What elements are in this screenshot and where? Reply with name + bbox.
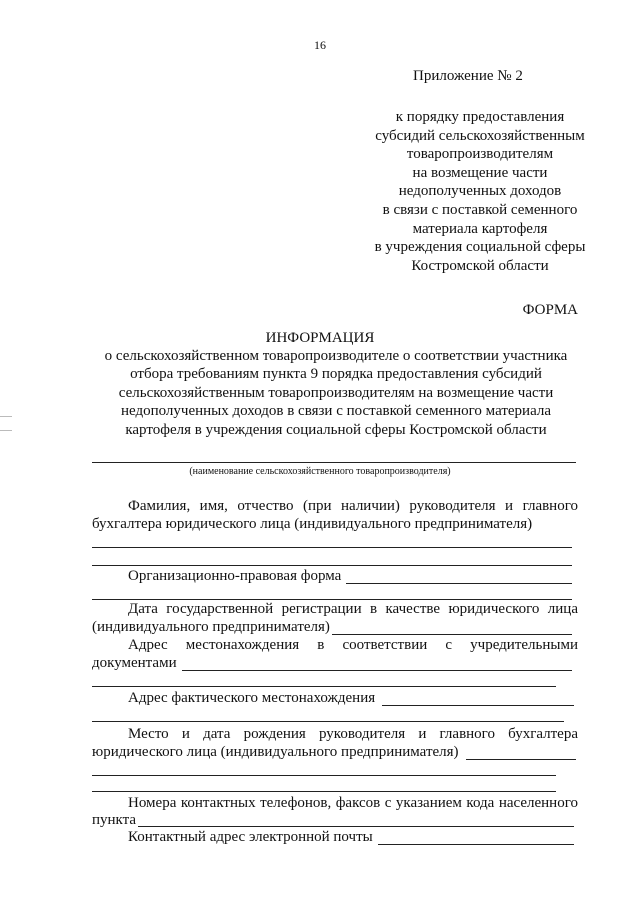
email-label: Контактный адрес электронной почты (128, 829, 373, 845)
actual-address-label: Адрес фактического местонахождения (128, 690, 376, 706)
phones-label: Номера контактных телефонов, факсов с указанием кода населенного (128, 795, 578, 811)
address-label-cont: документами (92, 655, 177, 671)
org-form-label: Организационно-правовая форма (128, 568, 342, 584)
header-line: товаропроизводителям (406, 146, 554, 163)
subtitle-line: отбора требованиям пункта 9 порядка предоставления субсидий (130, 366, 542, 383)
birth-place-date-label-cont: юридического лица (индивидуального предпринимателя) (92, 744, 459, 760)
subtitle-line: картофеля в учреждения социальной сферы Костромской области (125, 421, 547, 438)
document-title: ИНФОРМАЦИЯ (265, 330, 375, 346)
producer-name-caption: (наименование сельскохозяйственного товаропроизводителя) (189, 466, 451, 477)
address-input-line[interactable] (182, 670, 572, 671)
header-line: в учреждения социальной сферы (374, 239, 586, 256)
header-line: недополученных доходов (398, 183, 562, 200)
address-label: Адрес местонахождения в соответствии с учредительными (128, 637, 578, 653)
actual-address-input-line[interactable] (92, 721, 564, 722)
margin-mark (0, 430, 12, 431)
header-line: в связи с поставкой семенного (382, 201, 578, 218)
header-line: субсидий сельскохозяйственным (375, 127, 585, 144)
header-line: материала картофеля (412, 220, 548, 237)
actual-address-input-line[interactable] (382, 705, 574, 706)
registration-date-label-cont: (индивидуального предпринимателя) (92, 619, 330, 635)
phones-input-line[interactable] (138, 826, 574, 827)
fio-input-line[interactable] (92, 565, 572, 566)
header-line: Костромской области (411, 257, 549, 274)
subtitle-line: недополученных доходов в связи с поставкой семенного материала (120, 403, 552, 420)
birth-place-date-label: Место и дата рождения руководителя и главного бухгалтера (128, 726, 578, 742)
margin-mark (0, 416, 12, 417)
header-line: к порядку предоставления (395, 109, 565, 125)
org-form-input-line[interactable] (346, 583, 572, 584)
phones-label-cont: пункта (92, 812, 137, 828)
header-line: на возмещение части (412, 164, 548, 181)
fio-label: Фамилия, имя, отчество (при наличии) руководителя и главного (128, 498, 578, 514)
appendix-title: Приложение № 2 (413, 68, 523, 84)
birth-place-date-input-line[interactable] (466, 759, 576, 760)
document-subtitle (90, 347, 582, 439)
producer-name-line[interactable] (92, 462, 576, 463)
email-input-line[interactable] (378, 844, 574, 845)
fio-label-cont: бухгалтера юридического лица (индивидуального предпринимателя) (92, 516, 533, 532)
registration-date-input-line[interactable] (332, 634, 572, 635)
registration-date-label: Дата государственной регистрации в качестве юридического лица (128, 601, 578, 617)
address-input-line[interactable] (92, 686, 556, 687)
birth-place-date-input-line[interactable] (92, 775, 556, 776)
subtitle-line: о сельскохозяйственном товаропроизводителе о соответствии участника (104, 348, 568, 364)
form-label: ФОРМА (522, 302, 578, 318)
birth-place-date-input-line[interactable] (92, 791, 556, 792)
fio-input-line[interactable] (92, 547, 572, 548)
subtitle-line: сельскохозяйственным товаропроизводителям на возмещение части (118, 384, 554, 401)
appendix-reference (350, 108, 610, 275)
org-form-input-line[interactable] (92, 599, 572, 600)
page-number: 16 (314, 38, 326, 52)
